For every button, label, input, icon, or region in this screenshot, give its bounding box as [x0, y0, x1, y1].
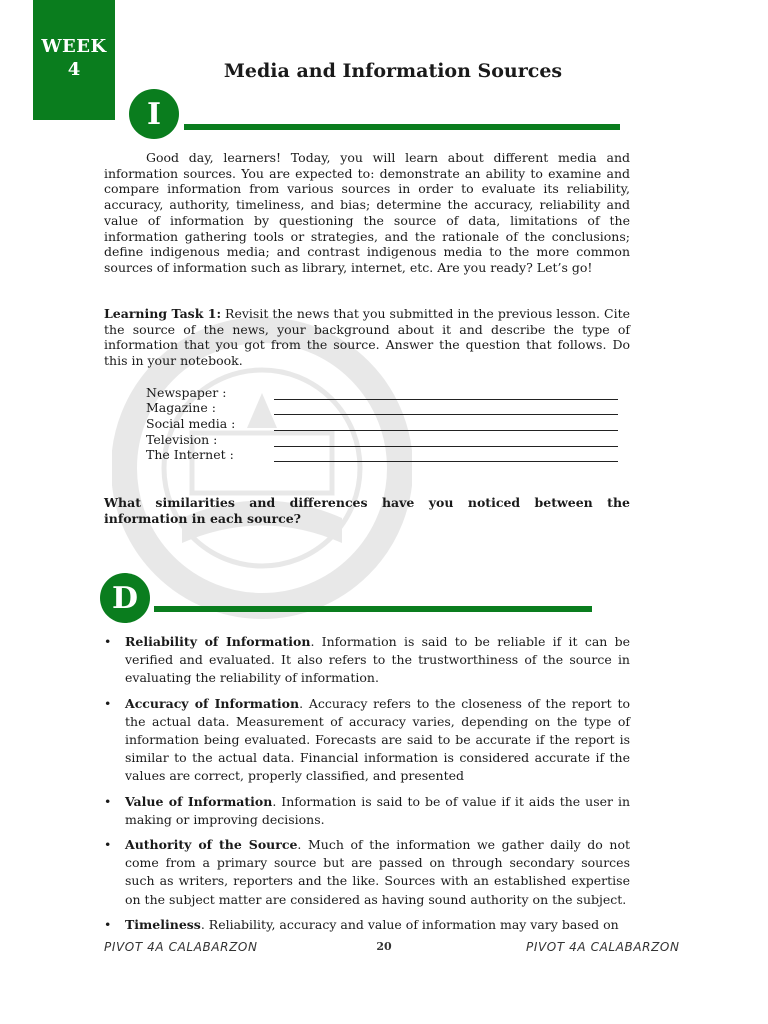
- list-item: • Timeliness. Reliability, accuracy and value of information may vary based on: [104, 916, 630, 934]
- field-label-social-media: Social media :: [146, 416, 236, 432]
- intro-paragraph: Good day, learners! Today, you will learn about different media and information sources. You are expected to: demonstrate an ability to examine and compare information from various sources in order to evaluate its reliability, accuracy, authority, timeliness, and bias; determine the accuracy, reliability and value of information by questioning the source of data, limitations of the information gathering tools or strategies, and the rationale of the conclusions; define indigenous media; and contrast indigenous media to the more common sources of information such as library, internet, etc. Are you ready? Let’s go!: [104, 150, 630, 275]
- answer-line-television: [274, 434, 618, 447]
- field-row-internet: [146, 447, 626, 463]
- list-item: • Authority of the Source. Much of the information we gather daily do not come from a primary source but are passed on through secondary sources such as writers, reporters and the like. Sources with an established expertise on the subject matter are considered as having sound authority on the subject.: [104, 837, 630, 907]
- list-item: • Reliability of Information. Information is said to be reliable if it can be verified and evaluated. It also refers to the trustworthiness of the source in evaluating the reliability of information.: [104, 634, 630, 686]
- field-row-newspaper: [146, 384, 626, 400]
- field-label-magazine: Magazine :: [146, 400, 216, 416]
- section-badge-d: D: [100, 573, 150, 623]
- learning-task-text: Revisit the news that you submitted in the previous lesson. Cite the source of the news, your background about it and describe the type of information that you got from the source. Answer the question that follows. Do this in your notebook.: [104, 306, 630, 369]
- answer-line-internet: [274, 449, 618, 462]
- answer-line-magazine: [274, 402, 618, 415]
- source-fields: [146, 384, 626, 462]
- bullet-icon: •: [104, 916, 112, 932]
- page-title: Media and Information Sources: [223, 60, 563, 82]
- field-row-television: [146, 431, 626, 447]
- field-row-social-media: [146, 415, 626, 431]
- list-item: • Accuracy of Information. Accuracy refers to the closeness of the report to the actual data. Measurement of accuracy varies, depending on the type of information being evaluated. Forecasts are said to be accurate if the report is similar to the actual data. Financial information is considered accurate if the values are correct, properly classified, and presented: [104, 695, 630, 784]
- field-row-magazine: [146, 400, 626, 416]
- reflection-question: What similarities and differences have you noticed between the information in each source?: [104, 495, 630, 526]
- answer-line-social-media: [274, 418, 618, 431]
- answer-line-newspaper: [274, 387, 618, 400]
- footer-right: PIVOT 4A CALABARZON: [526, 940, 680, 954]
- footer-left: PIVOT 4A CALABARZON: [104, 940, 258, 954]
- page-number: 20: [376, 940, 392, 953]
- section-rule-d: [154, 606, 592, 612]
- section-badge-i: I: [129, 89, 179, 139]
- week-badge: [33, 0, 115, 120]
- bullet-icon: •: [104, 793, 112, 809]
- field-label-newspaper: Newspaper :: [146, 384, 227, 400]
- field-label-television: Television :: [146, 431, 218, 447]
- section-rule-i: [184, 124, 620, 130]
- bullet-icon: •: [104, 837, 112, 853]
- concept-list: [104, 633, 630, 934]
- list-item: • Value of Information. Information is said to be of value if it aids the user in making or improving decisions.: [104, 793, 630, 827]
- field-label-internet: The Internet :: [146, 447, 234, 463]
- bullet-icon: •: [104, 695, 112, 711]
- week-number: 4: [67, 59, 81, 80]
- week-label: WEEK: [41, 36, 107, 57]
- bullet-icon: •: [104, 634, 112, 649]
- learning-task-paragraph: [104, 306, 630, 369]
- learning-task-label: Learning Task 1:: [104, 306, 222, 321]
